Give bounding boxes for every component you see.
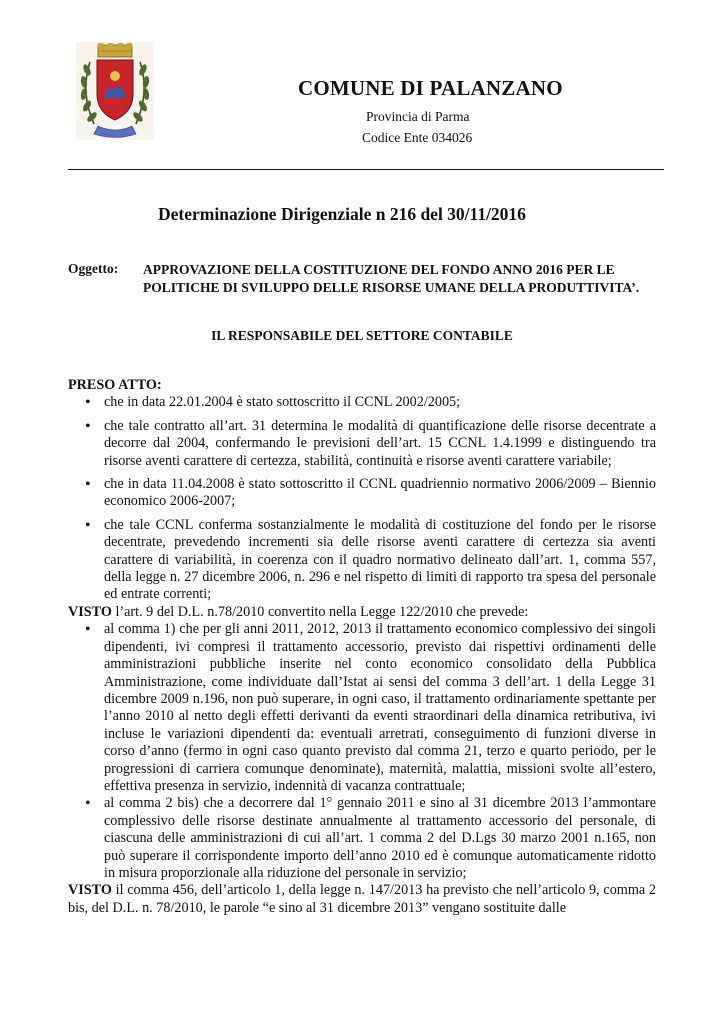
- visto-text: l’art. 9 del D.L. n.78/2010 convertito nella Legge 122/2010 che prevede:: [111, 603, 529, 620]
- subject-text: APPROVAZIONE DELLA COSTITUZIONE DEL FONDO ANNO 2016 PER LE POLITICHE DI SVILUPPO DELLE RISORSE UMANE DELLA PRODUTTIVITA’.: [143, 262, 640, 295]
- list-item: • che tale CCNL conferma sostanzialmente le modalità di costituzione del fondo per le risorse decentrate, prevedendo incrementi sia delle risorse aventi carattere di certezza sia aventi carattere di variabilità, in coerenza con il quadro normativo delineato dall’art. 1, comma 557, della legge n. 27 dicembre 2006, n. 296 e nel rispetto di limiti di rapporto tra spesa del personale ed entrate correnti;: [85, 517, 656, 604]
- visto-text: il comma 456, dell’articolo 1, della legge n. 147/2013 ha previsto che nell’articolo 9, comma 2 bis, del D.L. n. 78/2010, le parole “e sino al 31 dicembre 2013” vengano sostituite dalle: [68, 882, 656, 916]
- visto-keyword: VISTO: [68, 603, 112, 620]
- list-item: • al comma 2 bis) che a decorrere dal 1° gennaio 2011 e sino al 31 dicembre 2013 l’ammontare complessivo delle risorse destinate annualmente al trattamento accessorio del personale, di ciascuna delle amministrazioni di cui all’art. 1 comma 2 del D.Lgs 30 marzo 2001 n.165, non può superare il corrispondente importo dell’anno 2010 ed è comunque automaticamente ridotto in misura proporzionale alla riduzione del personale in servizio;: [85, 795, 656, 882]
- document-title: Determinazione Dirigenziale n 216 del 30/11/2016: [158, 204, 526, 224]
- subject-label: Oggetto:: [68, 261, 119, 276]
- province-name: Provincia di Parma: [366, 109, 470, 124]
- visto-keyword: VISTO: [68, 882, 112, 899]
- municipality-name: COMUNE DI PALANZANO: [298, 76, 563, 100]
- list-item: • che in data 11.04.2008 è stato sottoscritto il CCNL quadriennio normativo 2006/2009 – Biennio economico 2006-2007;: [85, 476, 656, 511]
- list-item: • che in data 22.01.2004 è stato sottoscritto il CCNL 2002/2005;: [85, 394, 656, 411]
- visto-list: [68, 621, 656, 882]
- responsible-heading: IL RESPONSABILE DEL SETTORE CONTABILE: [211, 328, 513, 343]
- visto-paragraph-1: [68, 604, 656, 621]
- visto-paragraph-2: [68, 882, 656, 917]
- crown-icon: [98, 43, 132, 57]
- list-item: • che tale contratto all’art. 31 determina le modalità di quantificazione delle risorse decentrate a decorre dal 2004, confermando le previsioni dell’art. 15 CCNL 1.4.1999 e distinguendo tra risorse aventi carattere di certezza, stabilità, continuità e risorse aventi carattere variabile;: [85, 418, 656, 470]
- list-item: • al comma 1) che per gli anni 2011, 2012, 2013 il trattamento economico complessivo dei singoli dipendenti, ivi compresi il trattamento accessorio, previsto dai rispettivi ordinamenti delle amministrazioni pubbliche inserite nel conto economico consolidato della Pubblica Amministrazione, come individuate dall’Istat ai sensi del comma 3 dell’art. 1 della Legge 31 dicembre 2009 n.196, non può superare, in ogni caso, il trattamento ordinariamente spettante per l’anno 2010 al netto degli effetti derivanti da eventi straordinari della dinamica retributiva, ivi incluse le variazioni dipendenti da: eventuali arretrati, conseguimento di funzioni diverse in corso d’anno (fermo in ogni caso quanto previsto dal comma 21, terzo e quarto periodo, per le progressioni di carriera comunque denominate), maternità, malattia, missioni svolte all’estero, effettiva presenza in servizio, indennità di vacanza contrattuale;: [85, 621, 656, 795]
- municipal-crest: [76, 42, 154, 140]
- header-divider: [68, 169, 664, 170]
- document-body: [68, 377, 656, 917]
- preso-atto-list: [68, 394, 656, 603]
- entity-code: Codice Ente 034026: [362, 130, 473, 145]
- preso-atto-heading: PRESO ATTO:: [68, 377, 162, 393]
